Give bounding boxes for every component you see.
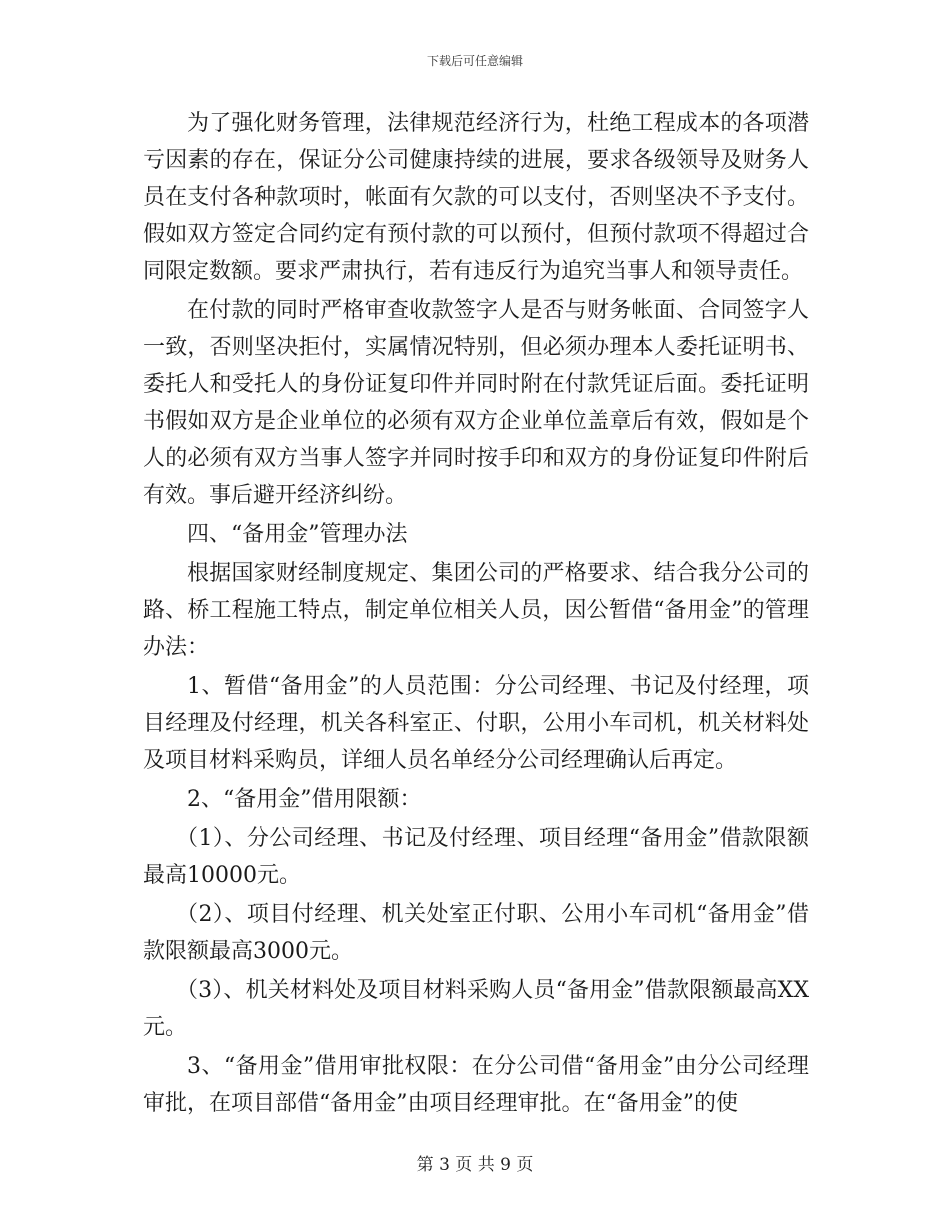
paragraph-petty-cash-basis: 根据国家财经制度规定、集团公司的严格要求、结合我分公司的路、桥工程施工特点，制定单位相关人员，因公暂借“备用金”的管理办法： bbox=[143, 561, 809, 660]
paragraph-limit-heading: 2、“备用金”借用限额： bbox=[187, 787, 422, 812]
section-heading-petty-cash: 四、“备用金”管理办法 bbox=[187, 522, 408, 547]
document-body bbox=[143, 105, 809, 1124]
page-header: 下载后可任意编辑 bbox=[426, 54, 523, 68]
paragraph-limit-1: （1）、分公司经理、书记及付经理、项目经理“备用金”借款限额最高10000元。 bbox=[143, 826, 809, 888]
paragraph-limit-3: （3）、机关材料处及项目材料采购人员“备用金”借款限额最高XX元。 bbox=[143, 978, 809, 1040]
paragraph-scope: 1、暂借“备用金”的人员范围：分公司经理、书记及付经理，项目经理及付经理，机关各科室正、付职，公用小车司机，机关材料处及项目材料采购员，详细人员名单经分公司经理确认后再定。 bbox=[143, 674, 809, 773]
paragraph-limit-2: （2）、项目付经理、机关处室正付职、公用小车司机“备用金”借款限额最高3000元。 bbox=[143, 902, 809, 964]
paragraph-finance-control: 为了强化财务管理，法律规范经济行为，杜绝工程成本的各项潜亏因素的存在，保证分公司健康持续的进展，要求各级领导及财务人员在支付各种款项时，帐面有欠款的可以支付，否则坚决不予支付。假如双方签定合同约定有预付款的可以预付，但预付款项不得超过合同限定数额。要求严肃执行，若有违反行为追究当事人和领导责任。 bbox=[143, 111, 809, 284]
page-footer: 第 3 页 共 9 页 bbox=[416, 1155, 534, 1175]
paragraph-approval: 3、“备用金”借用审批权限：在分公司借“备用金”由分公司经理审批，在项目部借“备用金”由项目经理审批。在“备用金”的使 bbox=[143, 1054, 809, 1116]
paragraph-payee-verification: 在付款的同时严格审查收款签字人是否与财务帐面、合同签字人一致，否则坚决拒付，实属情况特别，但必须办理本人委托证明书、委托人和受托人的身份证复印件并同时附在付款凭证后面。委托证明书假如双方是企业单位的必须有双方企业单位盖章后有效，假如是个人的必须有双方当事人签字并同时按手印和双方的身份证复印件附后有效。事后避开经济纠纷。 bbox=[143, 298, 809, 508]
